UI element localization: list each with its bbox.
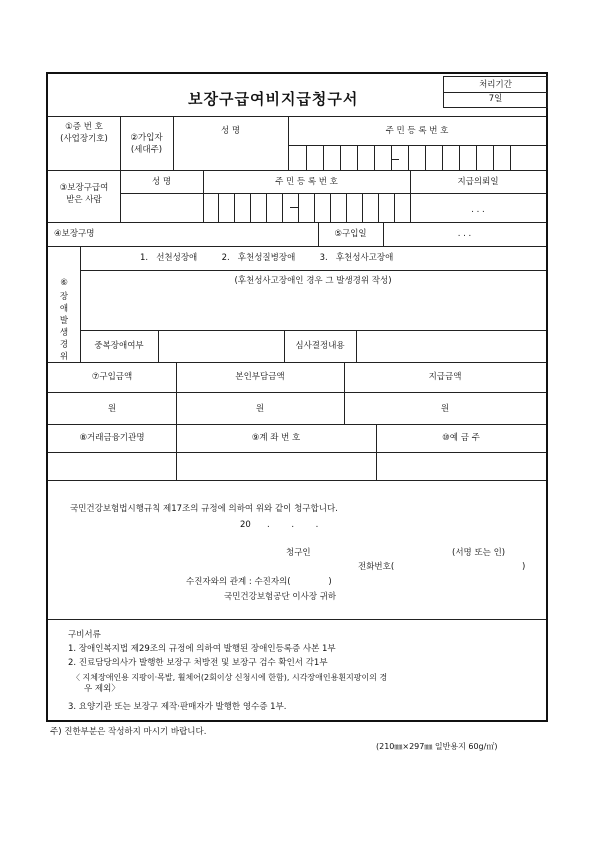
relation-label: 수진자와의 관계 : 수진자의( ) (186, 577, 332, 587)
subscriber-sub-label: (세대주) (130, 145, 163, 155)
section-6-char-4: 생 (59, 328, 69, 338)
recipient-addressee: 국민건강보험공단 이사장 귀하 (224, 592, 337, 602)
statement-text: 국민건강보험법시행규칙 제17조의 규정에 의하여 위와 같이 청구합니다. (70, 504, 338, 514)
docs-item-2-sub-1: 〈 지체장애인용 지팡이·목발, 휠체어(2회이상 신청시에 한함), 시각장애인용흰지팡이의 경 (72, 673, 388, 682)
self-burden-label: 본인부담금액 (235, 372, 285, 382)
account-holder-label: ⑩예 금 주 (442, 433, 480, 443)
payment-amount-unit: 원 (440, 404, 450, 414)
claim-form (46, 72, 548, 722)
purchase-date-label: ⑤구입일 (334, 229, 367, 239)
statement-date: 20 . . . (240, 520, 319, 530)
section-6-char-5: 경 (59, 340, 69, 350)
recipient-name-label: 성 명 (151, 177, 172, 187)
payment-amount-label: 지급금액 (428, 372, 462, 382)
phone-close: ) (522, 562, 526, 572)
docs-item-2-sub-2: 우 제외〉 (84, 684, 120, 694)
signature-note: (서명 또는 인) (452, 548, 506, 558)
section-6-number: ⑥ (60, 278, 68, 288)
bank-label: ⑧거래금융기관명 (79, 433, 145, 443)
dup-disability-label: 중복장애여부 (94, 341, 144, 351)
request-date-dots: . . . (471, 205, 485, 215)
recipient-label: ③보장구급여 (59, 183, 109, 193)
phone-label: 전화번호( (358, 562, 395, 572)
device-name-label: ④보장구명 (54, 229, 95, 239)
subscriber-label: ②가입자 (130, 133, 163, 143)
disability-options: 1. 선천성장애 2. 후천성질병장애 3. 후천성사고장애 (140, 253, 394, 263)
docs-item-3: 3. 요양기관 또는 보장구 제작·판매자가 발행한 영수증 1부. (68, 702, 287, 712)
processing-value: 7일 (488, 94, 503, 104)
purchase-date-dots: . . . (457, 229, 472, 239)
cert-no-label: ①증 번 호 (65, 122, 103, 132)
docs-item-1: 1. 장애인복지법 제29조의 규정에 의하여 발행된 장애인등록증 사본 1부 (68, 644, 336, 654)
cert-no-sub-label: (사업장기호) (60, 134, 108, 144)
paper-spec: (210㎜×297㎜ 일반용지 60g/㎡) (376, 742, 498, 751)
accident-note: (후천성사고장애인 경우 그 발생경위 작성) (234, 276, 392, 286)
purchase-amount-label: ⑦구입금액 (91, 372, 133, 382)
request-date-label: 지급의뢰일 (457, 177, 499, 187)
section-6-char-6: 위 (59, 352, 69, 362)
docs-item-2: 2. 진료담당의사가 발행한 보장구 처방전 및 보장구 검수 확인서 각1부 (68, 658, 328, 668)
review-result-label: 심사결정내용 (295, 341, 345, 351)
section-6-char-3: 발 (59, 316, 69, 326)
docs-heading: 구비서류 (68, 630, 101, 640)
section-6-char-2: 애 (59, 304, 69, 314)
self-burden-unit: 원 (255, 404, 265, 414)
account-number-label: ⑨계 좌 번 호 (251, 433, 301, 443)
form-title: 보장구급여비지급청구서 (188, 90, 359, 108)
processing-box (443, 76, 548, 108)
subscriber-name-label: 성 명 (220, 126, 241, 136)
subscriber-rrn-label: 주 민 등 록 번 호 (385, 126, 449, 136)
section-6-char-1: 장 (59, 292, 69, 302)
recipient-rrn-label: 주 민 등 록 번 호 (275, 177, 338, 187)
purchase-amount-unit: 원 (107, 404, 117, 414)
processing-label: 처리기간 (479, 80, 512, 90)
claimant-label: 청구인 (286, 548, 311, 558)
footer-note: 주) 진한부분은 작성하지 마시기 바랍니다. (50, 727, 207, 737)
recipient-sub-label: 받은 사람 (66, 195, 102, 205)
